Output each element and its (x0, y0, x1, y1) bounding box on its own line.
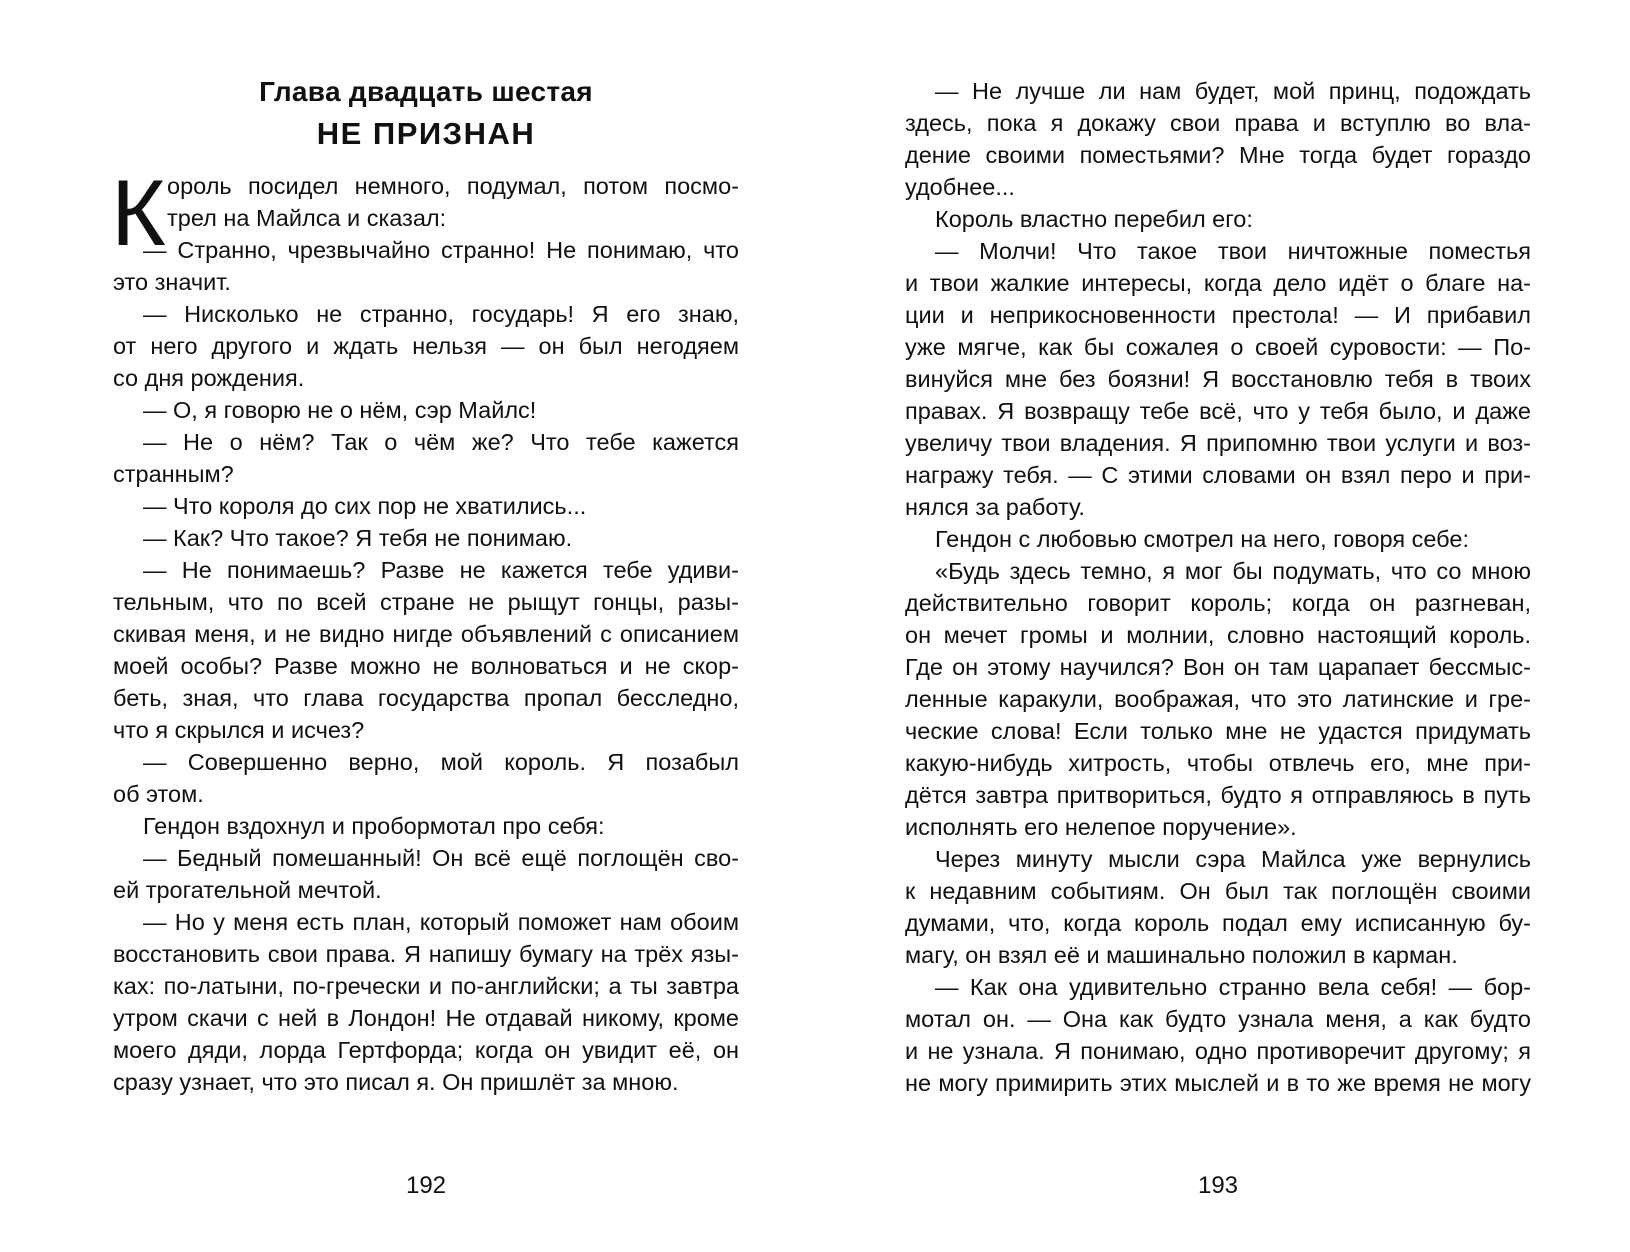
text-line: это значит. (113, 269, 231, 295)
text-line: — Странно, чрезвычайно странно! Не понимаю, что (143, 237, 739, 263)
text-line: — Бедный помешанный! Он всё ещё поглощён сво- (143, 845, 739, 871)
text-line: — Как? Что такое? Я тебя не понимаю. (143, 525, 573, 551)
text-line: — Что короля до сих пор не хватились... (143, 493, 587, 519)
text-line: об этом. (113, 781, 204, 807)
text-line: утром скачи с ней в Лондон! Не отдавай никому, кроме (113, 1005, 739, 1031)
text-line: винуйся мне без боязни! Я восстановлю тебя в твоих (905, 366, 1531, 392)
text-line: Гендон с любовью смотрел на него, говоря себе: (935, 526, 1469, 552)
text-line: моей особы? Разве можно не волноваться и не скор- (113, 653, 739, 679)
text-line: скивая меня, и не видно нигде объявлений с описанием (113, 621, 739, 647)
page-number: 192 (405, 1172, 447, 1199)
text-line: увеличу твои владения. Я припомню твои услуги и воз- (905, 430, 1531, 456)
text-line: ороль посидел немного, подумал, потом посмо- (167, 173, 739, 199)
text-line: трел на Майлса и сказал: (167, 205, 447, 231)
text-line: уже мягче, как бы сожалея о своей суровости: — По- (905, 334, 1531, 360)
text-line: сразу узнает, что это писал я. Он пришлёт за мною. (113, 1069, 679, 1095)
text-line: какую-нибудь хитрость, чтобы отвлечь его, мне при- (905, 750, 1531, 776)
text-line: — Не лучше ли нам будет, мой принц, подождать (935, 78, 1531, 104)
text-line: — Как она удивительно странно вела себя! — бор- (935, 974, 1531, 1000)
text-line: странным? (113, 461, 234, 487)
text-line: он мечет громы и молнии, словно настоящий король. (905, 622, 1531, 648)
text-line: беть, зная, что глава государства пропал бесследно, (113, 685, 739, 711)
page-number: 193 (1197, 1172, 1239, 1199)
text-line: ей трогательной мечтой. (113, 877, 382, 903)
text-line: от него другого и ждать нельзя — он был негодяем (113, 333, 739, 359)
text-line: Король властно перебил его: (935, 206, 1253, 232)
text-line: — Не о нём? Так о чём же? Что тебе кажется (143, 429, 739, 455)
text-line: правах. Я возвращу тебе всё, что у тебя было, и даже (905, 398, 1531, 424)
text-line: действительно говорит король; когда он разгневан, (905, 590, 1531, 616)
text-line: — Нисколько не странно, государь! Я его знаю, (143, 301, 739, 327)
text-line: Гендон вздохнул и пробормотал про себя: (143, 813, 605, 839)
chapter-title: НЕ ПРИЗНАН (316, 116, 536, 151)
text-line: — Совершенно верно, мой король. Я позабыл (143, 749, 739, 775)
text-line: со дня рождения. (113, 365, 305, 391)
text-line: Где он этому научился? Вон он там царапает бессмыс- (905, 654, 1531, 680)
text-line: и твои жалкие интересы, когда дело идёт о благе на- (905, 270, 1531, 296)
text-line: — Молчи! Что такое твои ничтожные поместья (935, 238, 1531, 264)
text-line: исполнять его нелепое поручение». (905, 814, 1297, 840)
text-line: думами, что, когда король подал ему исписанную бу- (905, 910, 1531, 936)
text-line: ческие слова! Если только мне не удастся придумать (905, 718, 1531, 744)
text-line: «Будь здесь темно, я мог бы подумать, что со мною (935, 558, 1531, 584)
text-line: не могу примирить этих мыслей и в то же время не могу (905, 1070, 1531, 1096)
text-line: магу, он взял её и машинально положил в карман. (905, 942, 1458, 968)
text-line: ленные каракули, воображая, что это латинские и гре- (905, 686, 1531, 712)
text-line: тельным, что по всей стране не рыщут гонцы, разы- (113, 589, 739, 615)
text-line: — Но у меня есть план, который поможет нам обоим (143, 909, 739, 935)
text-line: удобнее... (905, 174, 1015, 200)
right-page (905, 0, 1531, 1252)
text-line: здесь, пока я докажу свои права и вступлю во вла- (905, 110, 1531, 136)
text-line: — Не понимаешь? Разве не кажется тебе удиви- (143, 557, 739, 583)
text-line: восстановить свои права. Я напишу бумагу на трёх язы- (113, 941, 739, 967)
text-line: мотал он. — Она как будто узнала меня, а как будто (905, 1006, 1531, 1032)
text-line: дётся завтра притвориться, будто я отправляюсь в путь (905, 782, 1531, 808)
chapter-number: Глава двадцать шестая (259, 76, 593, 107)
text-line: награжу тебя. — С этими словами он взял перо и при- (905, 462, 1531, 488)
text-line: к недавним событиям. Он был так поглощён своими (905, 878, 1531, 904)
text-line: нялся за работу. (905, 494, 1085, 520)
drop-cap: К (111, 160, 166, 265)
text-line: — О, я говорю не о нём, сэр Майлс! (143, 397, 537, 423)
text-line: ции и неприкосновенности престола! — И прибавил (905, 302, 1531, 328)
text-line: что я скрылся и исчез? (113, 717, 365, 743)
text-line: и не узнала. Я понимаю, одно противоречит другому; я (905, 1038, 1531, 1064)
left-page (113, 0, 739, 1252)
text-line: моего дяди, лорда Гертфорда; когда он увидит её, он (113, 1037, 739, 1063)
text-line: ках: по-латыни, по-гречески и по-английски; а ты завтра (113, 973, 739, 999)
text-line: дение своими поместьями? Мне тогда будет гораздо (905, 142, 1531, 168)
text-line: Через минуту мысли сэра Майлса уже вернулись (935, 846, 1531, 872)
